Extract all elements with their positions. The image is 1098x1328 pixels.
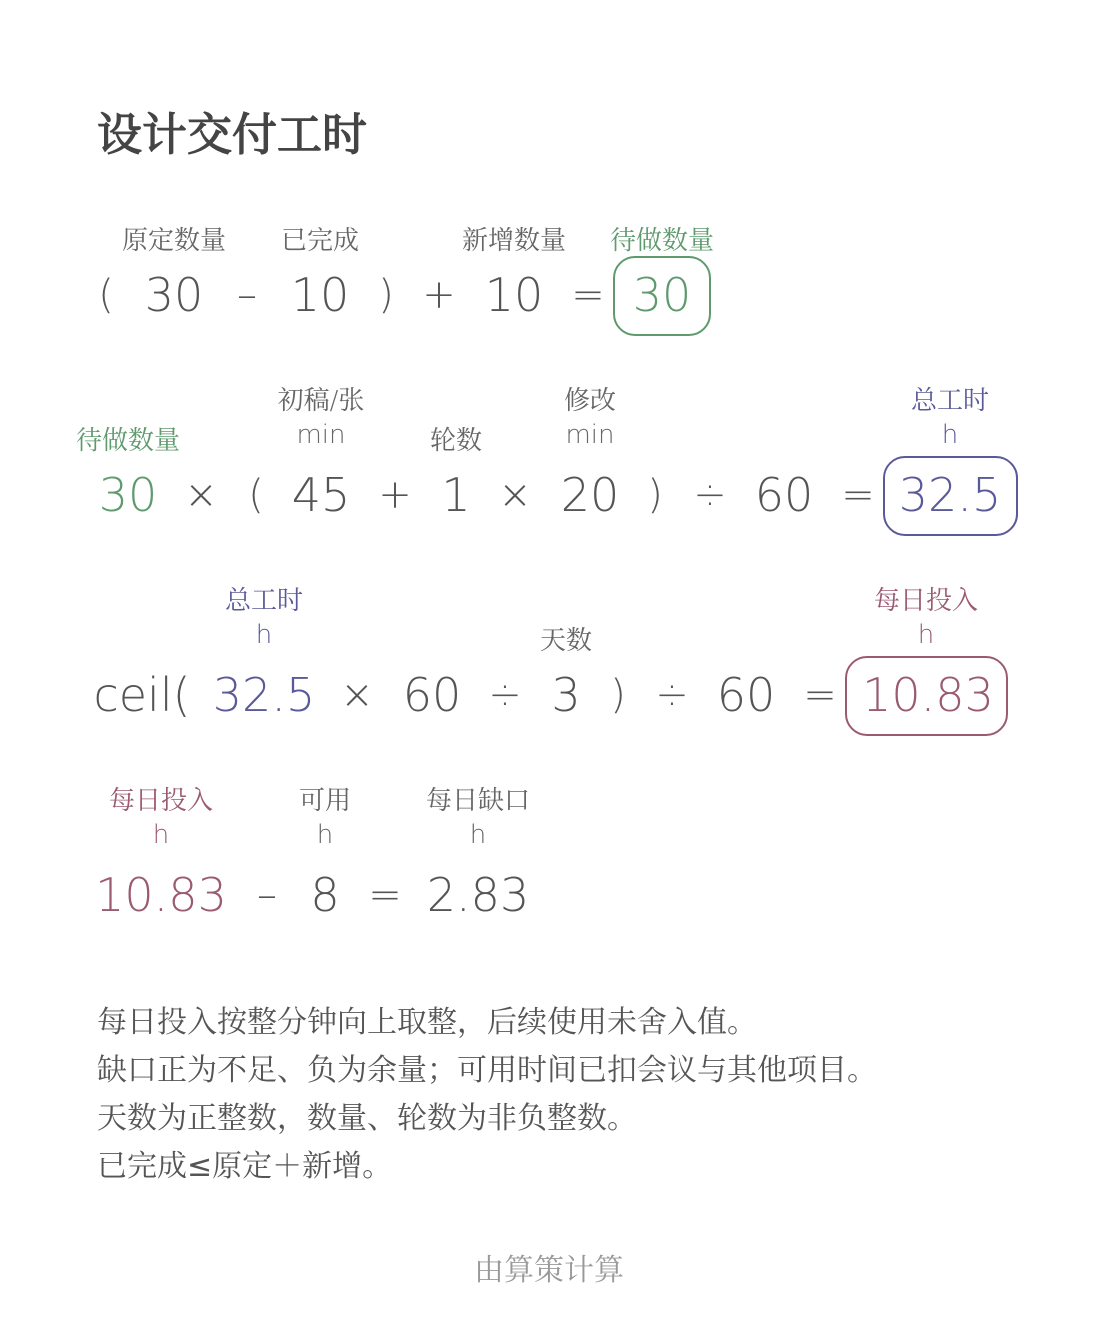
label-available: 可用 (298, 786, 352, 816)
label-rounds: 轮数 (429, 426, 483, 456)
unit-total-hours: h (255, 620, 273, 650)
label-draft-per-sheet: 初稿/张 (277, 386, 365, 416)
divide-sign: ÷ (655, 672, 689, 718)
label-completed: 已完成 (280, 226, 360, 256)
equals-sign: = (368, 872, 402, 918)
label-revision: 修改 (563, 386, 617, 416)
value-total-hours: 32.5 (212, 668, 316, 722)
minus-sign: – (257, 872, 277, 918)
right-paren: ) (610, 672, 626, 718)
unit-daily-input: h (917, 620, 935, 650)
plus-sign: + (378, 472, 412, 518)
ceil-function: ceil( (93, 668, 191, 722)
unit-daily-input: h (152, 820, 170, 850)
unit-daily-gap: h (469, 820, 487, 850)
label-total-hours: 总工时 (910, 386, 990, 416)
value-todo-count: 30 (98, 468, 158, 522)
left-paren: ( (98, 272, 114, 318)
value-original-count: 30 (144, 268, 204, 322)
value-sixty: 60 (716, 668, 776, 722)
minus-sign: – (237, 272, 257, 318)
label-days: 天数 (539, 626, 593, 656)
divide-sign: ÷ (693, 472, 727, 518)
note-line: 每日投入按整分钟向上取整，后续使用未舍入值。 (97, 1005, 757, 1040)
right-paren: ) (378, 272, 394, 318)
equals-sign: = (841, 472, 875, 518)
value-sixty: 60 (402, 668, 462, 722)
result-todo-count: 30 (632, 268, 692, 322)
value-days: 3 (551, 668, 581, 722)
page-title: 设计交付工时 (97, 108, 368, 161)
left-paren: ( (248, 472, 264, 518)
value-revision-min: 20 (560, 468, 620, 522)
value-available: 8 (310, 868, 340, 922)
times-sign: × (184, 472, 218, 518)
times-sign: × (498, 472, 532, 518)
label-total-hours: 总工时 (224, 586, 304, 616)
value-draft-min: 45 (291, 468, 351, 522)
equals-sign: = (571, 272, 605, 318)
unit-total-hours: h (941, 420, 959, 450)
label-daily-gap: 每日缺口 (425, 786, 531, 816)
note-line: 天数为正整数，数量、轮数为非负整数。 (97, 1101, 637, 1136)
value-sixty: 60 (754, 468, 814, 522)
unit-draft-min: min (296, 420, 346, 450)
value-completed: 10 (290, 268, 350, 322)
label-todo-count: 待做数量 (75, 426, 181, 456)
plus-sign: + (422, 272, 456, 318)
value-added-count: 10 (484, 268, 544, 322)
right-paren: ) (647, 472, 663, 518)
label-daily-input: 每日投入 (873, 586, 979, 616)
value-daily-input: 10.83 (95, 868, 227, 922)
label-daily-input: 每日投入 (108, 786, 214, 816)
note-line: 缺口正为不足、负为余量；可用时间已扣会议与其他项目。 (97, 1053, 877, 1088)
times-sign: × (340, 672, 374, 718)
divide-sign: ÷ (488, 672, 522, 718)
unit-available: h (316, 820, 334, 850)
result-daily-gap: 2.83 (426, 868, 530, 922)
label-todo-count: 待做数量 (609, 226, 715, 256)
label-original-count: 原定数量 (121, 226, 227, 256)
result-total-hours: 32.5 (898, 468, 1002, 522)
equals-sign: = (803, 672, 837, 718)
label-added-count: 新增数量 (461, 226, 567, 256)
result-daily-input: 10.83 (862, 668, 994, 722)
value-rounds: 1 (441, 468, 471, 522)
footer-credit: 由算策计算 (474, 1253, 624, 1288)
unit-revision-min: min (565, 420, 615, 450)
note-line: 已完成≤原定＋新增。 (97, 1149, 393, 1184)
